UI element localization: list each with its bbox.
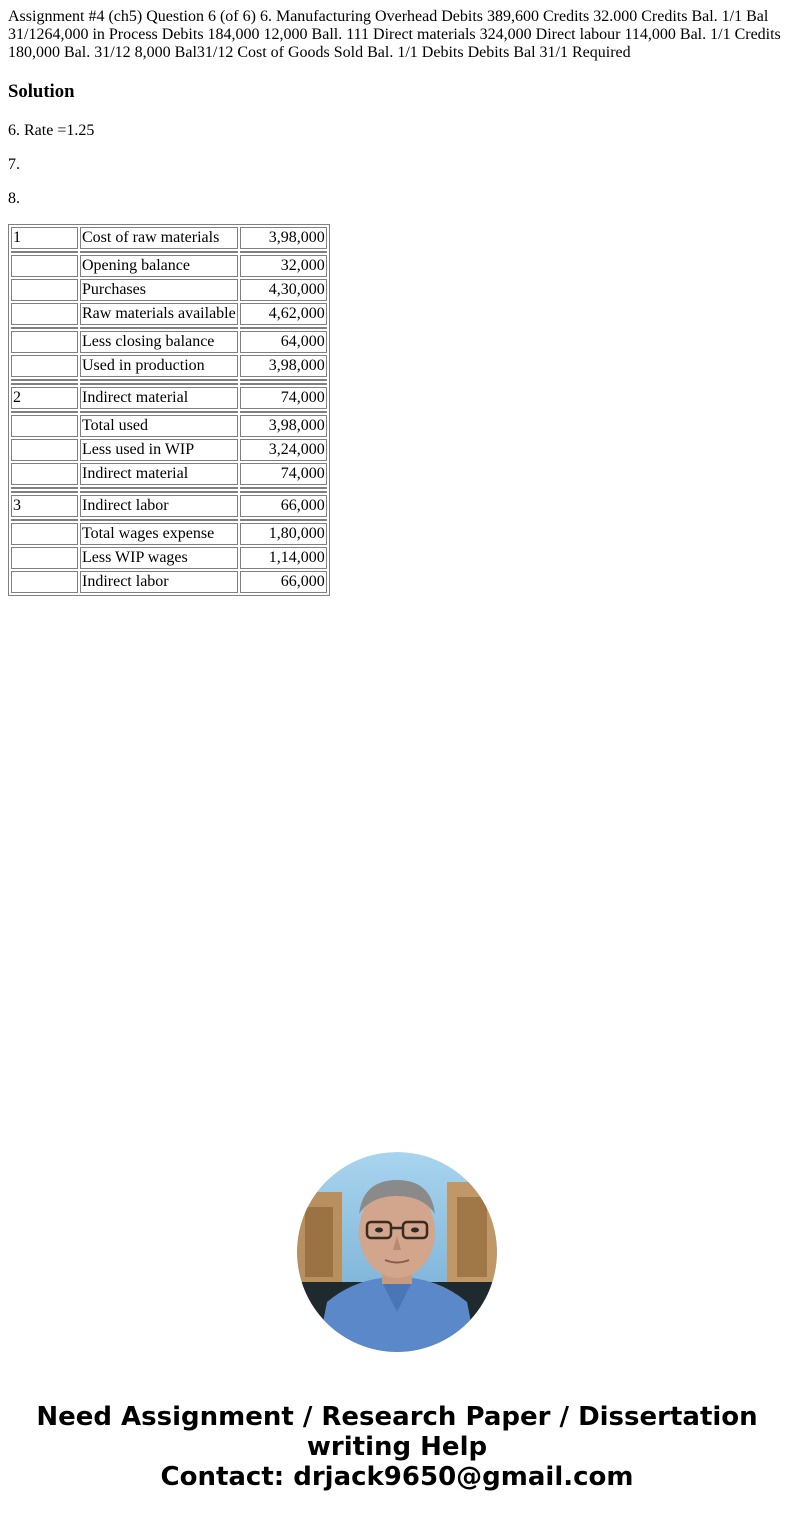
row-separator <box>11 519 327 521</box>
table-row <box>11 571 327 593</box>
row-label: Total wages expense <box>80 523 238 545</box>
answer-7: 7. <box>8 156 20 173</box>
row-amount: 3,98,000 <box>240 415 327 437</box>
row-separator <box>11 379 327 381</box>
promo-text <box>0 1402 794 1492</box>
row-amount: 1,80,000 <box>240 523 327 545</box>
row-label: Indirect labor <box>80 571 238 593</box>
answer-8: 8. <box>8 190 20 207</box>
workings-table <box>8 224 330 596</box>
row-label: Less closing balance <box>80 331 238 353</box>
table-row <box>11 255 327 277</box>
table-row <box>11 279 327 301</box>
document-body <box>0 0 794 596</box>
row-amount: 4,62,000 <box>240 303 327 325</box>
table-row <box>11 495 327 517</box>
row-separator <box>11 411 327 413</box>
row-label: Opening balance <box>80 255 238 277</box>
row-amount: 74,000 <box>240 463 327 485</box>
solution-heading: Solution <box>8 81 75 102</box>
row-amount: 1,14,000 <box>240 547 327 569</box>
row-label: Raw materials available <box>80 303 238 325</box>
tutor-portrait <box>297 1152 497 1352</box>
row-label: Less used in WIP <box>80 439 238 461</box>
row-amount: 3,98,000 <box>240 355 327 377</box>
table-row <box>11 439 327 461</box>
row-separator <box>11 383 327 385</box>
row-separator <box>11 487 327 489</box>
row-amount: 74,000 <box>240 387 327 409</box>
row-label: Indirect material <box>80 463 238 485</box>
promo-line-2: writing Help <box>306 1432 488 1462</box>
table-row <box>11 387 327 409</box>
table-row <box>11 303 327 325</box>
row-separator <box>11 491 327 493</box>
row-label: Indirect labor <box>80 495 238 517</box>
question-text: Assignment #4 (ch5) Question 6 (of 6) 6. Manufacturing Overhead Debits 389,600 Credits 32.000 Credits Bal. 1/1 Bal 31/1264,000 in Process Debits 184,000 12,000 Ball. 111 Direct materials 324,000 Direct labour 114,000 Bal. 1/1 Credits 180,000 Bal. 31/12 8,000 Bal31/12 Cost of Goods Sold Bal. 1/1 Debits Debits Bal 31/1 Required <box>8 8 781 61</box>
table-row <box>11 547 327 569</box>
table-row <box>11 463 327 485</box>
avatar <box>297 1152 497 1352</box>
row-amount: 64,000 <box>240 331 327 353</box>
row-amount: 66,000 <box>240 571 327 593</box>
row-amount: 66,000 <box>240 495 327 517</box>
row-amount: 32,000 <box>240 255 327 277</box>
row-label: Less WIP wages <box>80 547 238 569</box>
row-label: Indirect material <box>80 387 238 409</box>
table-row <box>11 415 327 437</box>
row-label: Purchases <box>80 279 238 301</box>
promo-contact: Contact: drjack9650@gmail.com <box>160 1462 634 1492</box>
group-number: 2 <box>11 387 78 409</box>
row-label: Total used <box>80 415 238 437</box>
table-row <box>11 331 327 353</box>
promo-line-1: Need Assignment / Research Paper / Dissertation <box>36 1402 758 1432</box>
group-number: 1 <box>11 227 78 249</box>
table-row <box>11 355 327 377</box>
promo-banner <box>0 1152 794 1492</box>
table-row <box>11 523 327 545</box>
table-row <box>11 227 327 249</box>
group-number: 3 <box>11 495 78 517</box>
row-separator <box>11 251 327 253</box>
row-label: Used in production <box>80 355 238 377</box>
row-label: Cost of raw materials <box>80 227 238 249</box>
answer-6: 6. Rate =1.25 <box>8 122 95 139</box>
row-amount: 3,24,000 <box>240 439 327 461</box>
row-separator <box>11 327 327 329</box>
row-amount: 4,30,000 <box>240 279 327 301</box>
row-amount: 3,98,000 <box>240 227 327 249</box>
